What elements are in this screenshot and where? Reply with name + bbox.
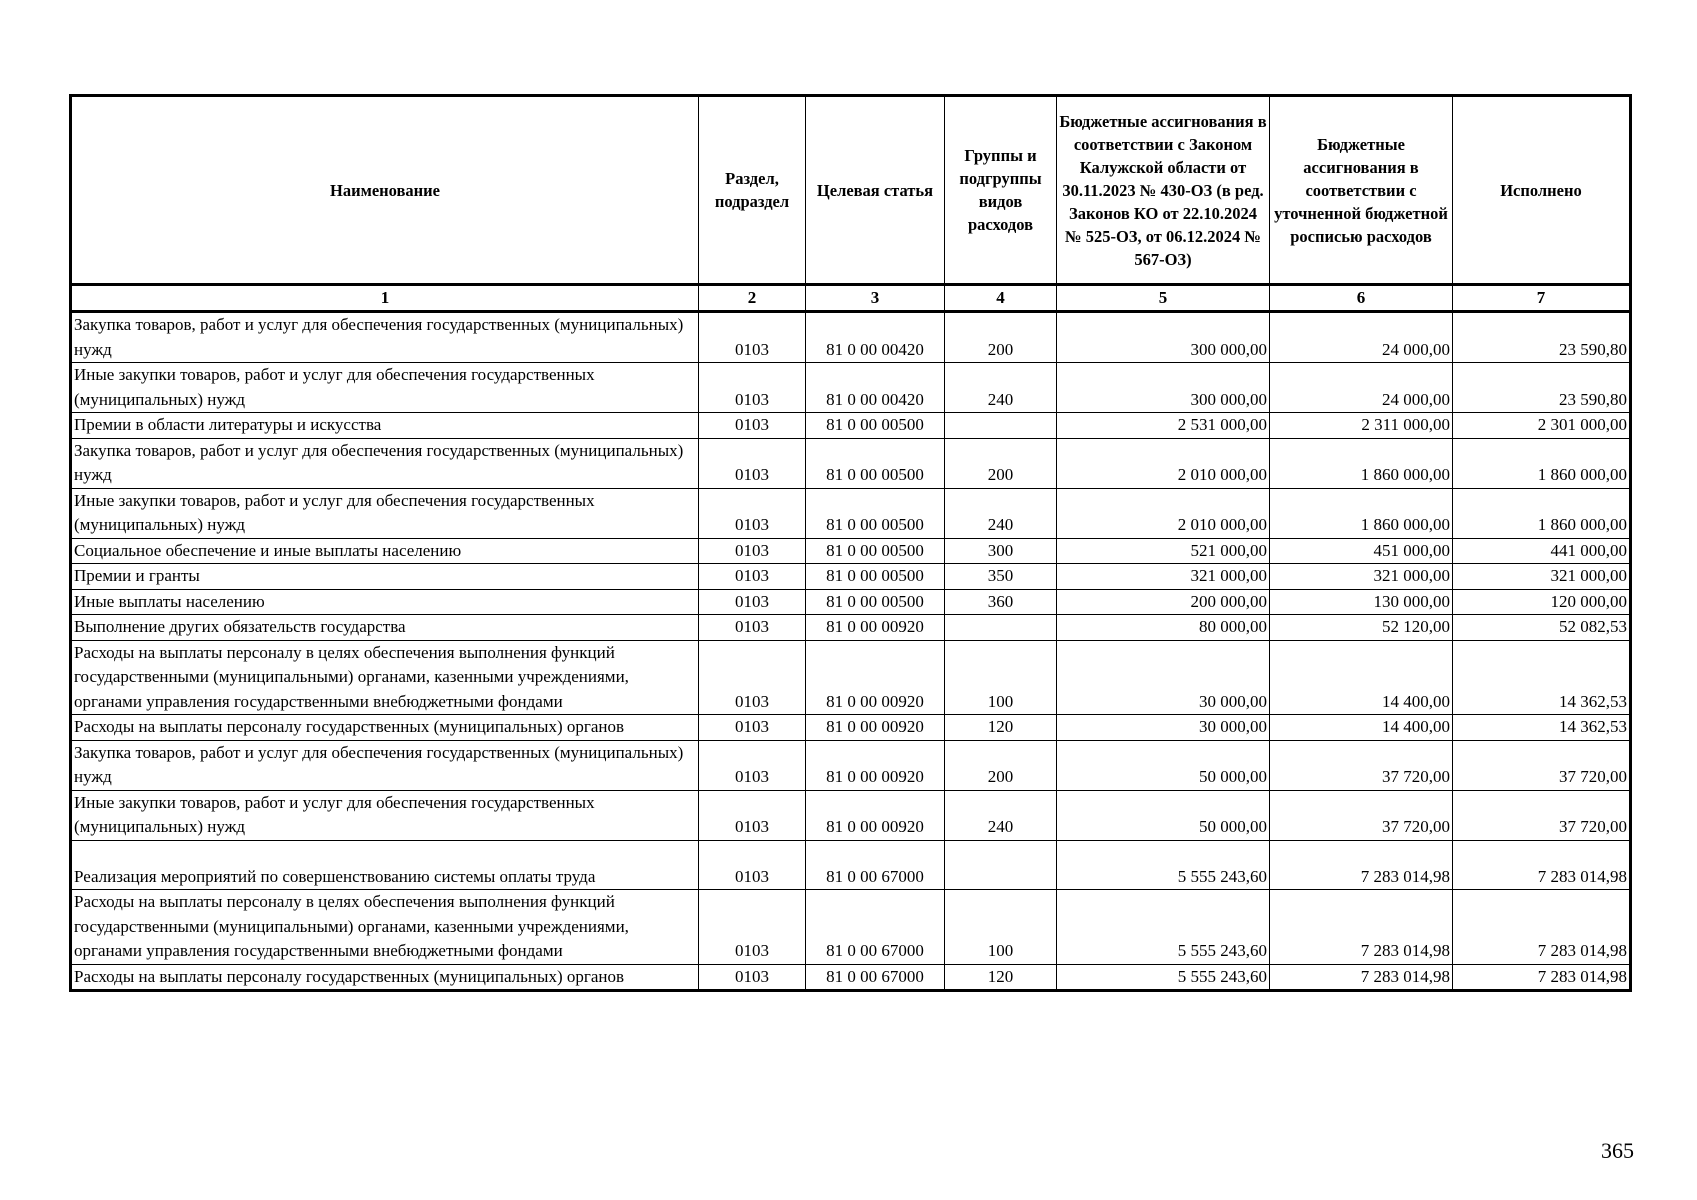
row-refined-amount-cell: 1 860 000,00 <box>1270 438 1453 488</box>
row-group-cell: 360 <box>945 589 1057 615</box>
table-row <box>71 840 1631 890</box>
header-refined-appropriations: Бюджетные ассигнования в соответствии с уточненной бюджетной росписью расходов <box>1270 96 1453 285</box>
row-group-cell: 100 <box>945 640 1057 715</box>
table-row <box>71 640 1631 715</box>
row-group-cell: 240 <box>945 790 1057 840</box>
budget-execution-table <box>69 94 1632 992</box>
table-row <box>71 890 1631 965</box>
row-article-cell: 81 0 00 00500 <box>806 438 945 488</box>
table-row <box>71 538 1631 564</box>
row-law-amount-cell: 300 000,00 <box>1057 363 1270 413</box>
row-refined-amount-cell: 130 000,00 <box>1270 589 1453 615</box>
row-section-cell: 0103 <box>699 538 806 564</box>
row-name-cell: Выполнение других обязательств государства <box>71 615 699 641</box>
row-refined-amount-cell: 24 000,00 <box>1270 363 1453 413</box>
row-refined-amount-cell: 7 283 014,98 <box>1270 964 1453 991</box>
row-law-amount-cell: 5 555 243,60 <box>1057 964 1270 991</box>
table-row <box>71 488 1631 538</box>
row-law-amount-cell: 200 000,00 <box>1057 589 1270 615</box>
row-group-cell: 200 <box>945 438 1057 488</box>
row-group-cell: 350 <box>945 564 1057 590</box>
row-group-cell: 100 <box>945 890 1057 965</box>
column-number: 3 <box>806 285 945 312</box>
row-executed-amount-cell: 7 283 014,98 <box>1453 964 1631 991</box>
row-article-cell: 81 0 00 67000 <box>806 890 945 965</box>
row-section-cell: 0103 <box>699 488 806 538</box>
row-refined-amount-cell: 7 283 014,98 <box>1270 890 1453 965</box>
row-article-cell: 81 0 00 00500 <box>806 564 945 590</box>
row-executed-amount-cell: 441 000,00 <box>1453 538 1631 564</box>
row-name-cell: Иные закупки товаров, работ и услуг для обеспечения государственных (муниципальных) нужд <box>71 790 699 840</box>
header-group: Группы и подгруппы видов расходов <box>945 96 1057 285</box>
row-name-cell: Расходы на выплаты персоналу государственных (муниципальных) органов <box>71 964 699 991</box>
table-row <box>71 312 1631 363</box>
row-refined-amount-cell: 321 000,00 <box>1270 564 1453 590</box>
row-group-cell: 300 <box>945 538 1057 564</box>
row-executed-amount-cell: 37 720,00 <box>1453 740 1631 790</box>
row-executed-amount-cell: 120 000,00 <box>1453 589 1631 615</box>
row-section-cell: 0103 <box>699 964 806 991</box>
row-article-cell: 81 0 00 00920 <box>806 640 945 715</box>
row-refined-amount-cell: 451 000,00 <box>1270 538 1453 564</box>
row-name-cell: Закупка товаров, работ и услуг для обеспечения государственных (муниципальных) нужд <box>71 438 699 488</box>
row-law-amount-cell: 2 010 000,00 <box>1057 438 1270 488</box>
row-refined-amount-cell: 24 000,00 <box>1270 312 1453 363</box>
row-section-cell: 0103 <box>699 640 806 715</box>
row-refined-amount-cell: 7 283 014,98 <box>1270 840 1453 890</box>
row-section-cell: 0103 <box>699 840 806 890</box>
row-article-cell: 81 0 00 00920 <box>806 790 945 840</box>
row-law-amount-cell: 5 555 243,60 <box>1057 890 1270 965</box>
row-law-amount-cell: 50 000,00 <box>1057 740 1270 790</box>
header-name: Наименование <box>71 96 699 285</box>
row-group-cell <box>945 413 1057 439</box>
row-refined-amount-cell: 52 120,00 <box>1270 615 1453 641</box>
row-law-amount-cell: 300 000,00 <box>1057 312 1270 363</box>
row-group-cell: 200 <box>945 312 1057 363</box>
row-executed-amount-cell: 1 860 000,00 <box>1453 488 1631 538</box>
row-article-cell: 81 0 00 00500 <box>806 538 945 564</box>
row-section-cell: 0103 <box>699 615 806 641</box>
row-executed-amount-cell: 37 720,00 <box>1453 790 1631 840</box>
table-body <box>71 312 1631 991</box>
row-group-cell <box>945 840 1057 890</box>
table-row <box>71 589 1631 615</box>
row-law-amount-cell: 80 000,00 <box>1057 615 1270 641</box>
row-executed-amount-cell: 23 590,80 <box>1453 363 1631 413</box>
row-name-cell: Социальное обеспечение и иные выплаты населению <box>71 538 699 564</box>
row-refined-amount-cell: 37 720,00 <box>1270 740 1453 790</box>
row-refined-amount-cell: 14 400,00 <box>1270 640 1453 715</box>
row-executed-amount-cell: 14 362,53 <box>1453 640 1631 715</box>
row-article-cell: 81 0 00 00500 <box>806 413 945 439</box>
row-executed-amount-cell: 7 283 014,98 <box>1453 840 1631 890</box>
row-law-amount-cell: 2 531 000,00 <box>1057 413 1270 439</box>
header-law-appropriations: Бюджетные ассигнования в соответствии с Законом Калужской области от 30.11.2023 № 430-ОЗ (в ред. Законов КО от 22.10.2024 № 525-ОЗ, от 06.12.2024 № 567-ОЗ) <box>1057 96 1270 285</box>
row-section-cell: 0103 <box>699 413 806 439</box>
row-law-amount-cell: 30 000,00 <box>1057 715 1270 741</box>
column-number: 5 <box>1057 285 1270 312</box>
row-executed-amount-cell: 1 860 000,00 <box>1453 438 1631 488</box>
row-name-cell: Расходы на выплаты персоналу в целях обеспечения выполнения функций государственными (муниципальными) органами, казенными учреждениями, органами управления государственными внебюджетными фондами <box>71 640 699 715</box>
table-row <box>71 413 1631 439</box>
column-number: 1 <box>71 285 699 312</box>
row-name-cell: Расходы на выплаты персоналу государственных (муниципальных) органов <box>71 715 699 741</box>
header-article: Целевая статья <box>806 96 945 285</box>
column-number: 7 <box>1453 285 1631 312</box>
page-number: 365 <box>1601 1138 1634 1163</box>
header-section: Раздел, подраздел <box>699 96 806 285</box>
row-group-cell: 240 <box>945 363 1057 413</box>
table-header-row <box>71 96 1631 285</box>
row-name-cell: Закупка товаров, работ и услуг для обеспечения государственных (муниципальных) нужд <box>71 312 699 363</box>
row-section-cell: 0103 <box>699 564 806 590</box>
row-executed-amount-cell: 2 301 000,00 <box>1453 413 1631 439</box>
table-row <box>71 564 1631 590</box>
row-refined-amount-cell: 37 720,00 <box>1270 790 1453 840</box>
row-name-cell: Иные выплаты населению <box>71 589 699 615</box>
row-name-cell: Премии в области литературы и искусства <box>71 413 699 439</box>
row-article-cell: 81 0 00 00500 <box>806 488 945 538</box>
column-number: 2 <box>699 285 806 312</box>
row-section-cell: 0103 <box>699 740 806 790</box>
row-group-cell: 120 <box>945 715 1057 741</box>
row-group-cell: 120 <box>945 964 1057 991</box>
table-row <box>71 964 1631 991</box>
row-executed-amount-cell: 321 000,00 <box>1453 564 1631 590</box>
column-number-row <box>71 285 1631 312</box>
row-article-cell: 81 0 00 00420 <box>806 312 945 363</box>
row-law-amount-cell: 321 000,00 <box>1057 564 1270 590</box>
row-article-cell: 81 0 00 00920 <box>806 740 945 790</box>
row-refined-amount-cell: 14 400,00 <box>1270 715 1453 741</box>
row-name-cell: Иные закупки товаров, работ и услуг для обеспечения государственных (муниципальных) нужд <box>71 363 699 413</box>
header-executed: Исполнено <box>1453 96 1631 285</box>
row-article-cell: 81 0 00 67000 <box>806 964 945 991</box>
row-executed-amount-cell: 52 082,53 <box>1453 615 1631 641</box>
row-article-cell: 81 0 00 00500 <box>806 589 945 615</box>
row-group-cell: 200 <box>945 740 1057 790</box>
row-article-cell: 81 0 00 67000 <box>806 840 945 890</box>
row-article-cell: 81 0 00 00920 <box>806 615 945 641</box>
row-refined-amount-cell: 2 311 000,00 <box>1270 413 1453 439</box>
table-row <box>71 615 1631 641</box>
table-row <box>71 363 1631 413</box>
row-name-cell: Расходы на выплаты персоналу в целях обеспечения выполнения функций государственными (муниципальными) органами, казенными учреждениями, органами управления государственными внебюджетными фондами <box>71 890 699 965</box>
row-name-cell: Закупка товаров, работ и услуг для обеспечения государственных (муниципальных) нужд <box>71 740 699 790</box>
table-row <box>71 740 1631 790</box>
row-section-cell: 0103 <box>699 790 806 840</box>
row-article-cell: 81 0 00 00420 <box>806 363 945 413</box>
row-group-cell <box>945 615 1057 641</box>
column-number: 4 <box>945 285 1057 312</box>
row-refined-amount-cell: 1 860 000,00 <box>1270 488 1453 538</box>
column-number: 6 <box>1270 285 1453 312</box>
row-section-cell: 0103 <box>699 890 806 965</box>
row-name-cell: Иные закупки товаров, работ и услуг для обеспечения государственных (муниципальных) нужд <box>71 488 699 538</box>
row-group-cell: 240 <box>945 488 1057 538</box>
row-executed-amount-cell: 7 283 014,98 <box>1453 890 1631 965</box>
row-article-cell: 81 0 00 00920 <box>806 715 945 741</box>
row-name-cell: Премии и гранты <box>71 564 699 590</box>
table-row <box>71 438 1631 488</box>
row-section-cell: 0103 <box>699 438 806 488</box>
table-row <box>71 790 1631 840</box>
row-section-cell: 0103 <box>699 363 806 413</box>
row-law-amount-cell: 30 000,00 <box>1057 640 1270 715</box>
row-law-amount-cell: 521 000,00 <box>1057 538 1270 564</box>
row-executed-amount-cell: 23 590,80 <box>1453 312 1631 363</box>
row-law-amount-cell: 2 010 000,00 <box>1057 488 1270 538</box>
row-section-cell: 0103 <box>699 715 806 741</box>
table-row <box>71 715 1631 741</box>
row-section-cell: 0103 <box>699 589 806 615</box>
row-name-cell: Реализация мероприятий по совершенствованию системы оплаты труда <box>71 840 699 890</box>
row-law-amount-cell: 50 000,00 <box>1057 790 1270 840</box>
row-section-cell: 0103 <box>699 312 806 363</box>
row-executed-amount-cell: 14 362,53 <box>1453 715 1631 741</box>
row-law-amount-cell: 5 555 243,60 <box>1057 840 1270 890</box>
